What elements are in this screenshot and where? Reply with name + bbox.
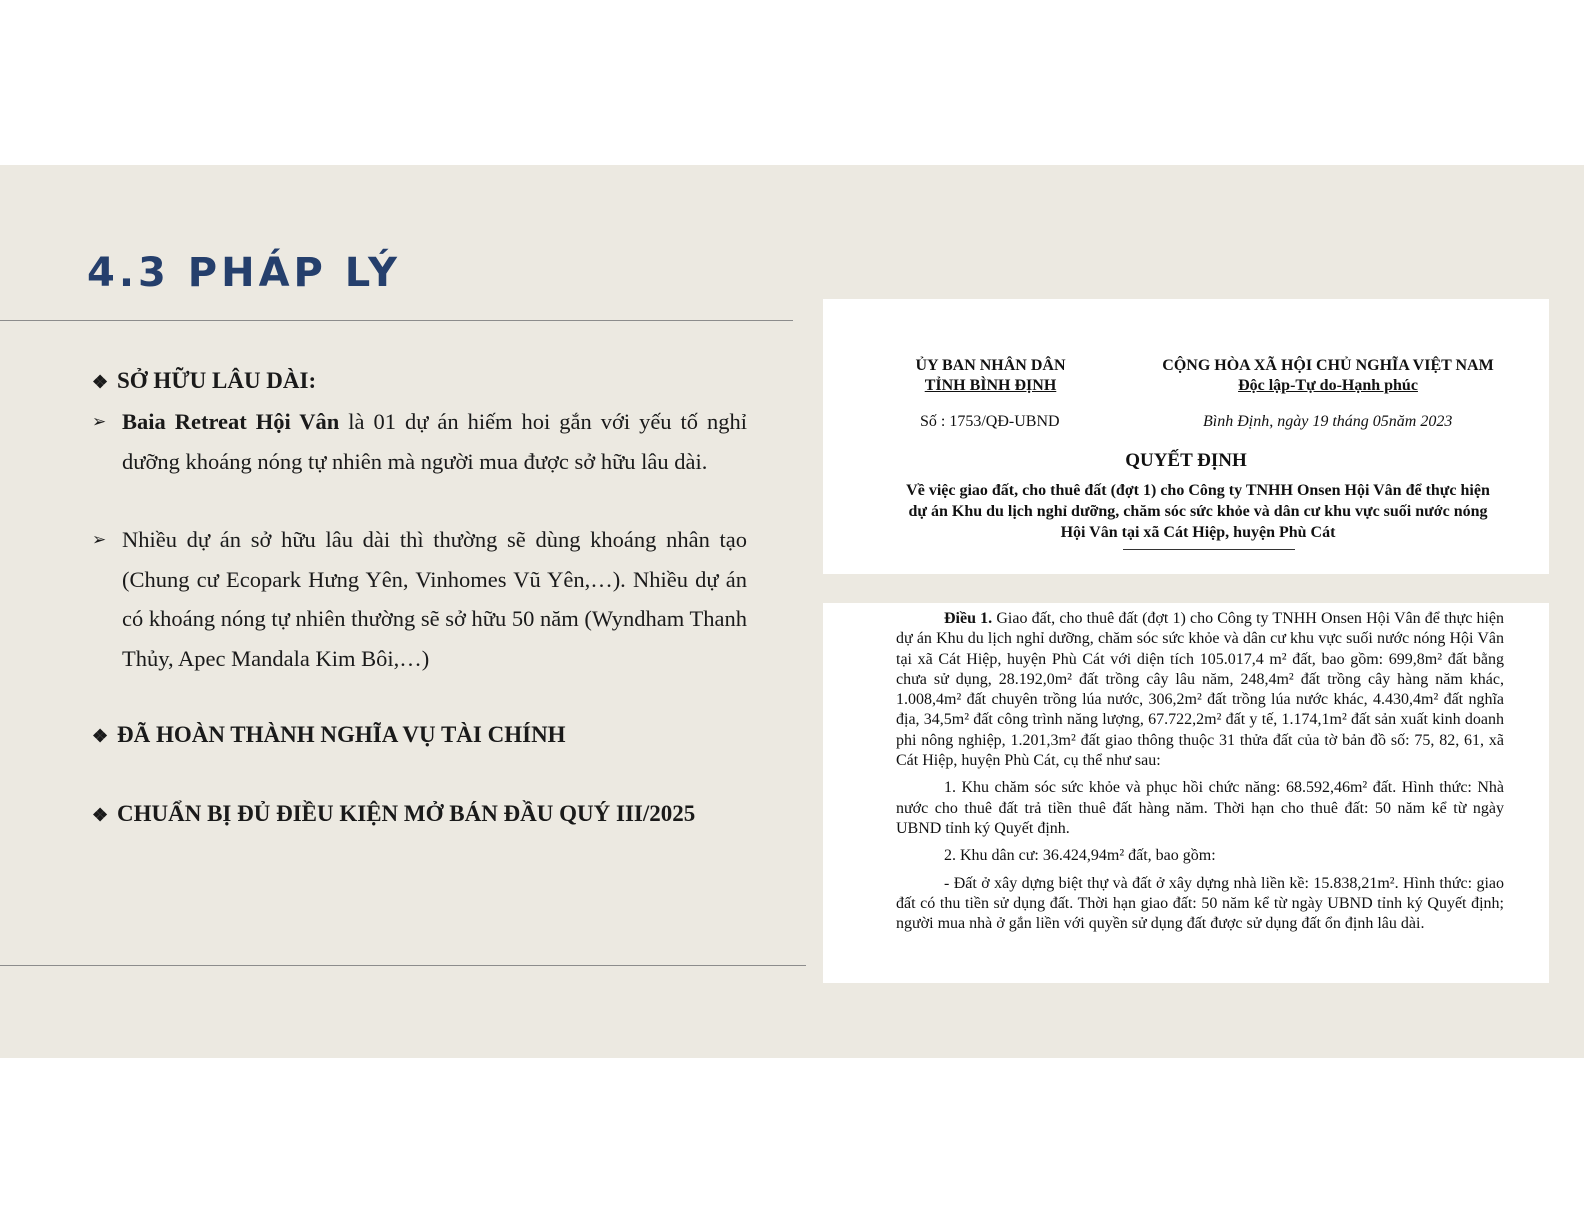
nation-line-2: Độc lập-Tự do-Hạnh phúc	[1238, 377, 1418, 394]
heading-text: SỞ HỮU LÂU DÀI:	[117, 368, 317, 393]
article-paragraph: 2. Khu dân cư: 36.424,94m² đất, bao gồm:	[944, 847, 1216, 865]
article-label: Điều 1.	[944, 610, 993, 627]
diamond-bullet-icon: ❖	[92, 805, 109, 825]
bullet-text-rest: là 01 dự án hiếm hoi gắn với yếu tố nghỉ dưỡng khoáng nóng tự nhiên mà người mua được sở hữu lâu dài.	[122, 409, 747, 474]
bottom-divider	[0, 965, 806, 966]
document-heading: QUYẾT ĐỊNH	[1125, 450, 1247, 471]
article-body	[896, 609, 1504, 941]
heading-sale-readiness	[92, 801, 695, 827]
bullet-text: Nhiều dự án sở hữu lâu dài thì thường sẽ dùng khoáng nhân tạo (Chung cư Ecopark Hưng Yên, Vinhomes Vũ Yên,…). Nhiều dự án có khoáng nóng tự nhiên thường sẽ sở hữu 50 năm (Wyndham Thanh Thủy, Apec Mandala Kim Bôi,…)	[122, 527, 747, 671]
heading-text: CHUẨN BỊ ĐỦ ĐIỀU KIỆN MỞ BÁN ĐẦU QUÝ III/2025	[117, 801, 696, 826]
org-line-1: ỦY BAN NHÂN DÂN	[915, 357, 1066, 374]
diamond-bullet-icon: ❖	[92, 372, 109, 392]
document-number: Số : 1753/QĐ-UBND	[920, 413, 1060, 430]
title-divider	[0, 320, 793, 321]
article-paragraph: Điều 1. Giao đất, cho thuê đất (đợt 1) cho Công ty TNHH Onsen Hội Vân để thực hiện dự án Khu du lịch nghỉ dưỡng, chăm sóc sức khỏe và dân cư khu vực suối nước nóng Hội Vân tại xã Cát Hiệp, huyện Phù Cát với diện tích 105.017,4 m² đất, bao gồm: 699,8m² đất bằng chưa sử dụng, 28.192,0m² đất trồng cây lâu năm, 248,4m² đất trồng cây hàng năm khác, 1.008,4m² đất chuyên trồng lúa nước, 306,2m² đất trồng lúa nước khác, 4.430,4m² đất nghĩa địa, 34,5m² đất công trình năng lượng, 67.722,2m² đất y tế, 1.174,1m² đất sản xuất kinh doanh phi nông nghiệp, 1.201,3m² đất giao thông thuộc 31 thửa đất của tờ bản đồ số: 75, 82, 61, xã Cát Hiệp, huyện Phù Cát, cụ thể như sau:	[896, 610, 1505, 770]
bullet-text	[122, 402, 747, 481]
subject-underline	[1123, 549, 1295, 550]
heading-long-term-ownership	[92, 368, 316, 394]
nation-line-1: CỘNG HÒA XÃ HỘI CHỦ NGHĨA VIỆT NAM	[1162, 357, 1494, 374]
decision-document-header	[823, 299, 1549, 574]
article-paragraph: - Đất ở xây dựng biệt thự và đất ở xây dựng nhà liền kề: 15.838,21m². Hình thức: giao đất có thu tiền sử dụng đất. Thời hạn giao đất: 50 năm kể từ ngày UBND tỉnh ký Quyết định; người mua nhà ở gắn liền với quyền sử dụng đất được sử dụng đất ổn định lâu dài.	[896, 874, 1504, 933]
document-date: Bình Định, ngày 19 tháng 05năm 2023	[1203, 413, 1453, 430]
arrow-bullet-icon: ➢	[92, 530, 107, 549]
bullet-baia-retreat	[92, 402, 747, 481]
page-title: 4.3 PHÁP LÝ	[87, 250, 401, 296]
org-line-2: TỈNH BÌNH ĐỊNH	[924, 377, 1057, 394]
heading-financial-obligations	[92, 722, 566, 748]
decision-document-article	[823, 603, 1549, 983]
diamond-bullet-icon: ❖	[92, 726, 109, 746]
bullet-comparison	[92, 520, 747, 678]
article-paragraph: 1. Khu chăm sóc sức khỏe và phục hồi chức năng: 68.592,46m² đất. Hình thức: Nhà nước cho thuê đất trả tiền thuê đất hàng năm. Thời hạn cho thuê đất: 50 năm kể từ ngày UBND tỉnh ký Quyết định.	[896, 779, 1504, 837]
heading-text: ĐÃ HOÀN THÀNH NGHĨA VỤ TÀI CHÍNH	[117, 722, 566, 747]
document-subject: Về việc giao đất, cho thuê đất (đợt 1) cho Công ty TNHH Onsen Hội Vân để thực hiện dự án Khu du lịch nghỉ dưỡng, chăm sóc sức khỏe và dân cư khu vực suối nước nóng Hội Vân tại xã Cát Hiệp, huyện Phù Cát	[906, 482, 1490, 541]
national-header	[1158, 356, 1498, 396]
project-name: Baia Retreat Hội Vân	[122, 409, 340, 434]
arrow-bullet-icon: ➢	[92, 412, 107, 431]
issuing-authority	[883, 356, 1098, 396]
